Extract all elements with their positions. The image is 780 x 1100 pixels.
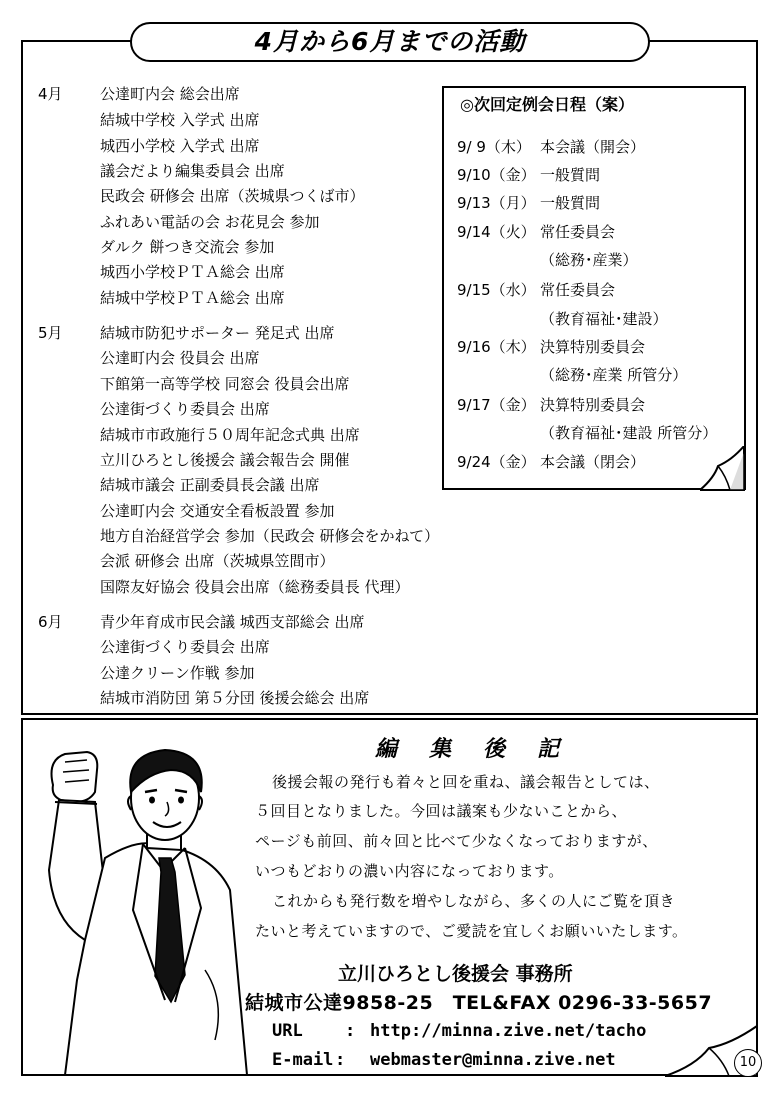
schedule-date: 9/24（金） (457, 453, 536, 471)
editor-paragraph-line: 後援会報の発行も着々と回を重ね、議会報告としては、 (272, 773, 660, 791)
activity-item: 結城市消防団 第５分団 後援会総会 出席 (100, 689, 370, 707)
activity-item: 結城中学校 入学式 出席 (100, 111, 260, 129)
office-name: 立川ひろとし後援会 事務所 (338, 963, 573, 985)
activity-item: 国際友好協会 役員会出席（総務委員長 代理） (100, 578, 410, 596)
activity-item: 公達クリーン作戦 参加 (100, 664, 255, 682)
month-label-june: 6月 (38, 613, 63, 631)
schedule-event: 本会議（閉会） (540, 453, 646, 471)
editor-paragraph-line: これからも発行数を増やしながら、多くの人にご覧を頂き (272, 892, 676, 910)
activity-item: 結城市市政施行５０周年記念式典 出席 (100, 426, 360, 444)
month-label-april: 4月 (38, 85, 63, 103)
editor-paragraph-line: たいと考えていますので、ご愛読を宜しくお願いいたします。 (255, 922, 688, 940)
schedule-event-note: （教育福祉･建設） (540, 310, 668, 328)
schedule-event: 本会議（開会） (540, 138, 646, 156)
activity-item: 地方自治経営学会 参加（民政会 研修会をかねて） (100, 527, 440, 545)
schedule-event-note: （総務･産業） (540, 251, 638, 269)
activity-item: 公達街づくり委員会 出席 (100, 638, 270, 656)
schedule-event-note: （教育福祉･建設 所管分） (540, 424, 718, 442)
email-label: E-mail (272, 1050, 334, 1070)
activity-item: 城西小学校 入学式 出席 (100, 137, 260, 155)
schedule-event: 常任委員会 (540, 223, 616, 241)
schedule-event: 決算特別委員会 (540, 338, 646, 356)
activity-item: 公達町内会 交通安全看板設置 参加 (100, 502, 335, 520)
schedule-event: 一般質問 (540, 166, 601, 184)
activity-item: 公達街づくり委員会 出席 (100, 400, 270, 418)
schedule-event: 常任委員会 (540, 281, 616, 299)
office-address-tel: 結城市公達9858-25 TEL&FAX 0296-33-5657 (245, 992, 713, 1014)
schedule-event-note: （総務･産業 所管分） (540, 366, 688, 384)
editor-paragraph-line: いつもどおりの濃い内容になっております。 (255, 862, 564, 880)
activity-item: ふれあい電話の会 お花見会 参加 (100, 213, 320, 231)
activity-item: ダルク 餅つき交流会 参加 (100, 238, 275, 256)
activity-item: 結城市防犯サポーター 発足式 出席 (100, 324, 335, 342)
schedule-date: 9/15（水） (457, 281, 536, 299)
activity-item: 民政会 研修会 出席（茨城県つくば市） (100, 187, 365, 205)
url-colon: : (345, 1021, 356, 1041)
schedule-date: 9/14（火） (457, 223, 536, 241)
activity-item: 結城市議会 正副委員長会議 出席 (100, 476, 320, 494)
schedule-date: 9/10（金） (457, 166, 536, 184)
activity-item: 城西小学校ＰＴＡ総会 出席 (100, 263, 285, 281)
email-link[interactable]: webmaster@minna.zive.net (370, 1050, 616, 1070)
activity-item: 立川ひろとし後援会 議会報告会 開催 (100, 451, 350, 469)
activity-item: 結城中学校ＰＴＡ総会 出席 (100, 289, 285, 307)
schedule-date: 9/16（木） (457, 338, 536, 356)
activity-item: 公達町内会 総会出席 (100, 85, 240, 103)
activity-item: 青少年育成市民会議 城西支部総会 出席 (100, 613, 365, 631)
email-colon: : (335, 1050, 346, 1070)
schedule-event: 一般質問 (540, 194, 601, 212)
url-label: URL (272, 1021, 303, 1041)
schedule-date: 9/13（月） (457, 194, 536, 212)
schedule-date: 9/17（金） (457, 396, 536, 414)
schedule-date: 9/ 9（木） (457, 138, 531, 156)
page-number: 10 (734, 1049, 762, 1077)
page-title: 4月から6月までの活動 (130, 22, 650, 62)
schedule-event: 決算特別委員会 (540, 396, 646, 414)
editor-paragraph-line: ５回目となりました。今回は議案も少ないことから、 (255, 802, 628, 820)
editor-paragraph-line: ページも前回、前々回と比べて少なくなっておりますが、 (255, 832, 658, 850)
activity-item: 議会だより編集委員会 出席 (100, 162, 285, 180)
activity-item: 下館第一高等学校 同窓会 役員会出席 (100, 375, 350, 393)
month-label-may: 5月 (38, 324, 63, 342)
page-curl-icon (700, 446, 750, 494)
website-link[interactable]: http://minna.zive.net/tacho (370, 1021, 647, 1041)
editor-notes-title: 編集後記 (375, 737, 592, 762)
politician-illustration-icon (25, 740, 250, 1075)
activity-item: 公達町内会 役員会 出席 (100, 349, 260, 367)
schedule-title: ◎次回定例会日程（案） (460, 95, 634, 114)
activity-item: 会派 研修会 出席（茨城県笠間市） (100, 552, 335, 570)
